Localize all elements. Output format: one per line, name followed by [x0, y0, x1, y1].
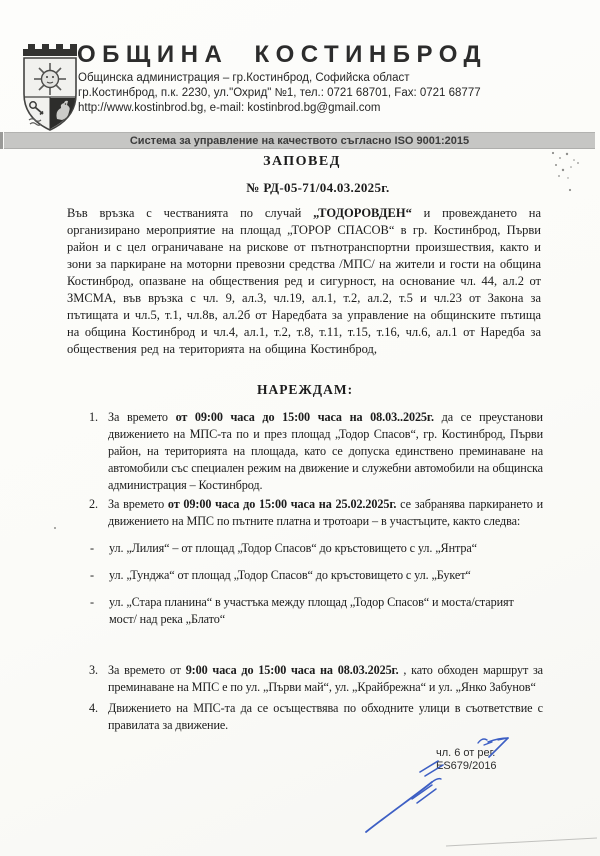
intro-paragraph: [67, 205, 541, 358]
street-item-1-text: ул. „Лилия“ – от площад „Тодор Спасов“ до кръстовището с ул. „Янтра“: [109, 541, 477, 555]
organization-address-block: [78, 71, 481, 116]
street-item-3-text: ул. „Стара планина“ в участъка между площад „Тодор Спасов“ и моста/старият мост/ над река „Блато“: [109, 595, 514, 626]
order-item-2-number: 2.: [89, 497, 98, 511]
intro-post: и провеждането на организирано мероприятие на площад „ТОРОР СПАСОВ“ в гр. Костинброд, Първи район и с цел ограничаване на рискове от пътнотранспортни произшествия, както и зони за паркиране на моторни превозни средства /МПС/ на жители и гости на община Костинброд, опазване на обществения ред и сигурност, на основание чл. 44, ал.2 от ЗМСМА, във връзка с чл. 9, ал.3, чл.19, ал.1, т.2, ал.2, т.5 и чл.23 от Закона за пътищата и чл.5, т.1, чл.8в, ал.2б от Наредбата за управление на общинските пътища на община Костинброд и чл.4, ал.1, т.2, т.8, т.11, т.15, т.16, чл.6, ал.1 от Наредба за обществения ред на територията на община Костинброд,: [67, 206, 541, 356]
street-item-2-dash: -: [90, 568, 94, 582]
order-item-1-number: 1.: [89, 410, 98, 424]
street-item-2-text: ул. „Тунджа“ от площад „Тодор Спасов“ до кръстовището с ул. „Букет“: [109, 568, 471, 582]
order-item-3-text: [108, 662, 543, 696]
address-line-1: Общинска администрация – гр.Костинброд, Софийска област: [78, 72, 410, 84]
footnote-line-1: чл. 6 от рег.: [436, 747, 496, 759]
intro-pre: Във връзка с честванията по случай: [67, 206, 314, 220]
address-line-3: http://www.kostinbrod.bg, e-mail: kostinbrod.bg@gmail.com: [78, 102, 381, 114]
kostinbrod-coat-of-arms-icon: [21, 41, 79, 131]
order-item-4-pre: Движението на МПС-та да се осъществява по обходните улици в съответствие с правилата за движение.: [108, 701, 543, 732]
street-item-3-dash: -: [90, 595, 94, 609]
order-item-4-number: 4.: [89, 701, 98, 715]
street-item-2: [89, 567, 543, 584]
document-number: № РД-05-71/04.03.2025г.: [246, 180, 390, 195]
order-item-4-text: [108, 700, 543, 734]
scan-edge-artifact: [0, 132, 3, 149]
footnote-regulation: [436, 747, 497, 773]
order-item-1: [89, 409, 543, 494]
organization-name: ОБЩИНА КОСТИНБРОД: [77, 41, 488, 68]
street-item-1: [89, 540, 543, 557]
street-item-1-dash: -: [90, 541, 94, 555]
order-item-3-number: 3.: [89, 663, 98, 677]
order-item-3-pre: За времето от: [108, 663, 186, 677]
order-item-3: [89, 662, 543, 696]
order-item-2-post: се забранява паркирането и движението на МПС по пътните платна и тротоари – в участъците, както следва:: [108, 497, 543, 528]
order-heading: НАРЕЖДАМ:: [256, 382, 354, 397]
intro-bold-occasion: „ТОДОРОВДЕН“: [313, 206, 412, 220]
footnote-line-2: ES679/2016: [436, 760, 497, 772]
iso-quality-banner: Система за управление на качеството съгласно ISO 9001:2015: [4, 132, 595, 149]
order-item-2: [89, 496, 543, 530]
order-item-2-text: [108, 496, 543, 530]
order-item-2-pre: За времето: [108, 497, 168, 511]
order-item-2-bold: от 09:00 часа до 15:00 часа на 25.02.2025г.: [167, 497, 397, 511]
order-item-3-bold: 9:00 часа до 15:00 часа на 08.03.2025г.: [185, 663, 399, 677]
address-line-2: гр.Костинброд, п.к. 2230, ул."Охрид" №1, тел.: 0721 68701, Fax: 0721 68777: [78, 87, 481, 99]
street-item-3: [89, 594, 543, 628]
order-item-4: [89, 700, 543, 734]
order-list: [89, 405, 543, 734]
document-title: ЗАПОВЕД: [263, 154, 341, 169]
order-item-1-pre: За времето: [108, 410, 176, 424]
order-item-1-post: да се преустанови движението на МПС-та по и през площад „Тодор Спасов“, гр. Костинброд, Първи район, на територията на площада, като се допуска единствено преминаване на автомобили със специален режим на движение и служебни автомобили на общинска администрация – Костинброд.: [108, 410, 543, 492]
order-item-1-text: [108, 409, 543, 494]
order-item-3-post: , като обходен маршрут за преминаване на МПС е по ул. „Първи май“, ул. „Крайбрежна“ и ул. „Янко Забунов“: [108, 663, 543, 694]
order-item-1-bold: от 09:00 часа до 15:00 часа на 08.03..2025г.: [175, 410, 434, 424]
